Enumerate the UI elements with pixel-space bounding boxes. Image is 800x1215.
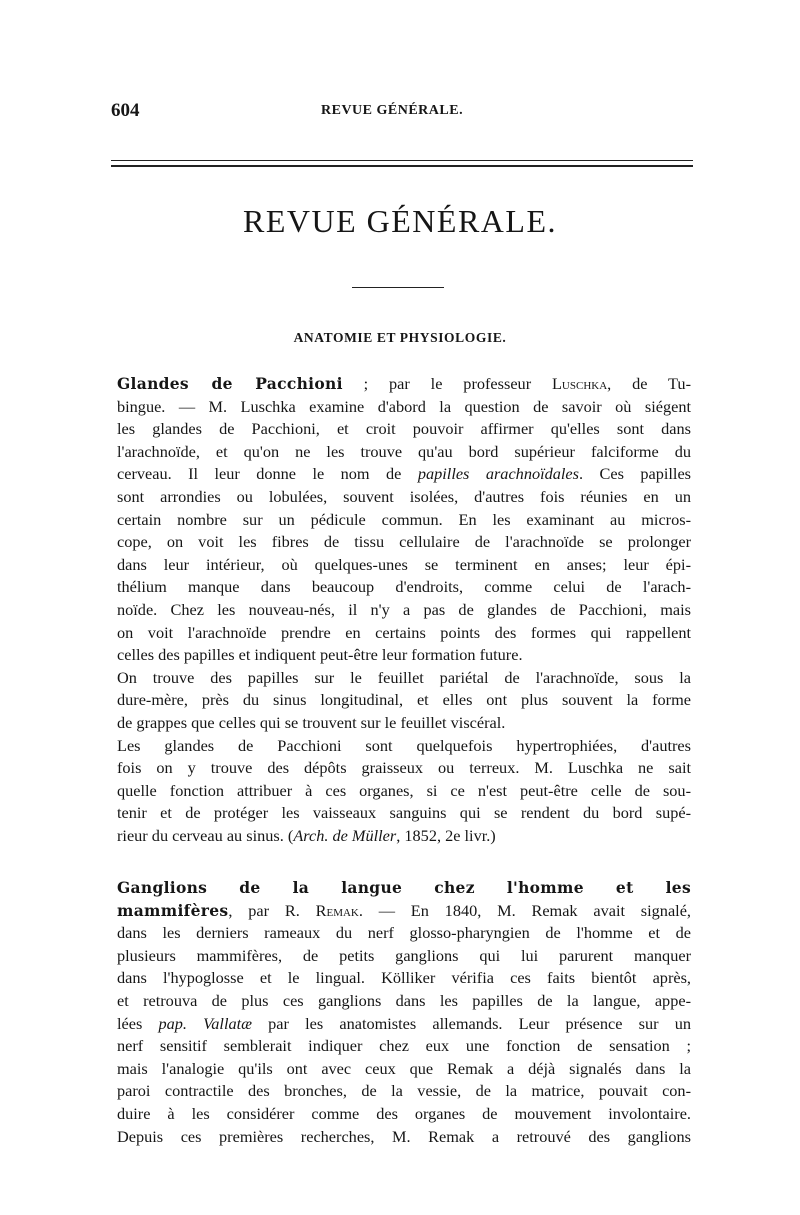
text-line: celles des papilles et indiquent peut-être leur formation future. (117, 645, 523, 665)
text-line: dans l'hypoglosse et le lingual. Kölliker vérifia ces faits bientôt après, (117, 968, 691, 988)
text-line: dure-mère, près du sinus longitudinal, et elles ont plus souvent la forme (117, 690, 691, 710)
italic-term: pap. Vallatæ (158, 1013, 252, 1033)
text-line: duire à les considérer comme des organes de mouvement involontaire. (117, 1103, 691, 1123)
text-line: quelle fonction attribuer à ces organes, si ce n'est peut-être celle de sou- (117, 780, 691, 800)
header-rule-thick (111, 165, 693, 167)
page-number: 604 (111, 100, 140, 121)
text-line: dans leur intérieur, où quelques-unes se terminent en anses; leur épi- (117, 554, 691, 574)
main-title: REVUE GÉNÉRALE. (242, 203, 557, 239)
text-line: les glandes de Pacchioni, et croit pouvoir affirmer qu'elles sont dans (117, 419, 691, 439)
text-line: tenir et de protéger les vaisseaux sanguins qui se rendent du bord supé- (117, 803, 691, 823)
italic-term: papilles arachnoïdales (417, 464, 579, 484)
text-line: noïde. Chez les nouveau-nés, il n'y a pas de glandes de Pacchioni, mais (117, 599, 691, 619)
text-line: Glandes de Pacchioni ; par le professeur Luschka, de Tu- (117, 374, 691, 393)
author-name: Remak (315, 900, 359, 920)
citation-title: Arch. de Müller (293, 825, 397, 845)
text-line: lées pap. Vallatæ par les anatomistes allemands. Leur présence sur un (117, 1013, 691, 1033)
text-line: thélium manque dans beaucoup d'endroits, comme celui de l'arach- (117, 577, 691, 597)
text-line: l'arachnoïde, et qu'on ne les trouve qu'au bord supérieur falciforme du (117, 441, 691, 461)
text-line: rieur du cerveau au sinus. (Arch. de Müller, 1852, 2e livr.) (117, 825, 496, 845)
text-line: dans les derniers rameaux du nerf glosso-pharyngien de l'homme et de (117, 923, 691, 943)
title-short-rule (352, 287, 444, 288)
text-line: mais l'analogie qu'ils ont avec ceux que Remak a déjà signalés dans la (117, 1058, 691, 1078)
text-line: bingue. — M. Luschka examine d'abord la question de savoir où siégent (117, 396, 691, 416)
text-line: sont arrondies ou lobulées, souvent isolées, d'autres fois réunies en un (117, 486, 691, 506)
text-line: mammifères, par R. Remak. — En 1840, M. Remak avait signalé, (117, 900, 691, 920)
text-line: fois on y trouve des dépôts graisseux ou terreux. M. Luschka ne sait (117, 758, 691, 778)
text-line: et retrouva de plus ces ganglions dans les papilles de la langue, appe- (117, 990, 691, 1010)
text-line: certain nombre sur un pédicule commun. En les examinant au micros- (117, 509, 691, 529)
article-pacchioni (117, 373, 691, 847)
text-line: Les glandes de Pacchioni sont quelquefois hypertrophiées, d'autres (117, 735, 691, 755)
running-title: REVUE GÉNÉRALE. (321, 103, 464, 118)
article-heading: Ganglions de la langue chez l'homme et les (117, 878, 691, 897)
author-name: Luschka (551, 374, 608, 393)
text-line: on voit l'arachnoïde prendre en certains points des formes qui rappellent (117, 622, 691, 642)
text-line: nerf sensitif semblerait indiquer chez eux une fonction de sensation ; (117, 1036, 691, 1056)
text-line: plusieurs mammifères, de petits ganglions qui lui parurent manquer (117, 945, 691, 965)
text-line: cope, on voit les fibres de tissu cellulaire de l'arachnoïde se prolonger (117, 532, 691, 552)
text-line: Depuis ces premières recherches, M. Remak a retrouvé des ganglions (117, 1126, 691, 1146)
header-rule-thin (111, 160, 693, 161)
running-head (111, 100, 691, 126)
article-heading-end: mammifères (117, 900, 229, 920)
article-ganglions (117, 877, 691, 1148)
section-title: ANATOMIE ET PHYSIOLOGIE. (293, 330, 507, 345)
text-line: cerveau. Il leur donne le nom de papilles arachnoïdales. Ces papilles (117, 464, 692, 484)
text-line: paroi contractile des bronches, de la vessie, de la matrice, pouvait con- (117, 1081, 691, 1101)
text-line: de grappes que celles qui se trouvent sur le feuillet viscéral. (117, 712, 506, 732)
article-heading: Glandes de Pacchioni (117, 374, 343, 393)
text-line: On trouve des papilles sur le feuillet pariétal de l'arachnoïde, sous la (117, 667, 691, 687)
